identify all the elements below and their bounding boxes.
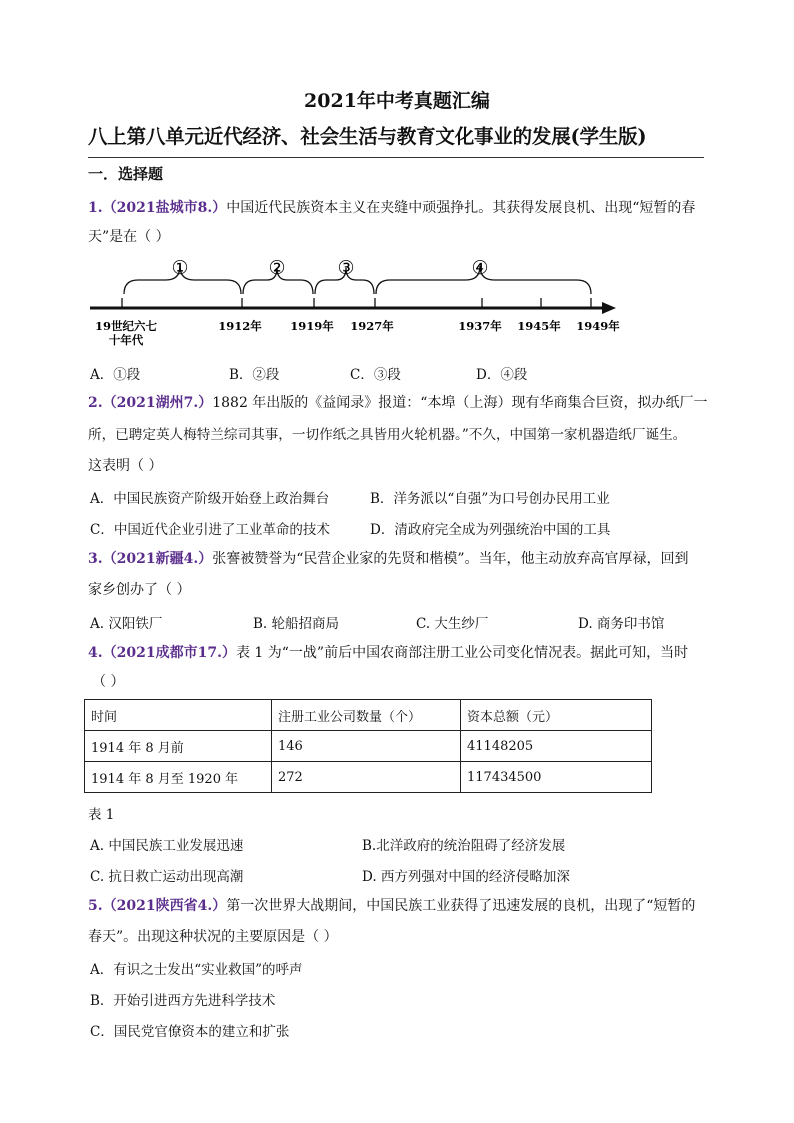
table-row <box>85 762 652 793</box>
tick-label-1860s-line1: 19世纪六七 <box>94 319 158 333</box>
table-header-cell: 时间 <box>85 700 272 731</box>
table-row <box>85 731 652 762</box>
question-2-line-3: 这表明（ ） <box>88 458 163 474</box>
q5-option-a: A．有识之士发出“实业救国”的呼声 <box>90 962 303 978</box>
question-4-number: 4. <box>88 645 103 661</box>
q3-option-d: D. 商务印书馆 <box>578 616 665 632</box>
q4-option-a: A. 中国民族工业发展迅速 <box>90 838 244 854</box>
question-5-number: 5. <box>88 898 103 914</box>
q2-option-c: C．中国近代企业引进了工业革命的技术 <box>90 522 330 538</box>
document-title: 2021年中考真题汇编 <box>304 90 490 112</box>
question-1-text: 中国近代民族资本主义在夹缝中顽强挣扎。其获得发展良机、出现“短暂的春 <box>226 200 696 216</box>
question-3-number: 3. <box>88 551 103 567</box>
question-5-text: 第一次世界大战期间，中国民族工业获得了迅速发展的良机，出现了“短暂的 <box>226 898 696 914</box>
q4-option-d: D. 西方列强对中国的经济侵略加深 <box>362 869 570 885</box>
tick-label-1912: 1912年 <box>218 319 262 333</box>
question-1-number: 1. <box>88 200 103 216</box>
q2-option-a: A．中国民族资产阶级开始登上政治舞台 <box>90 491 330 507</box>
table-header-cell: 资本总额（元） <box>461 700 652 731</box>
tick-label-1927: 1927年 <box>350 319 394 333</box>
question-4-source: （2021成都市17.） <box>102 645 236 661</box>
period-label-4: ④ <box>471 257 489 279</box>
q3-option-b: B. 轮船招商局 <box>253 616 340 632</box>
question-1-line-2: 天”是在（ ） <box>88 229 170 245</box>
q3-option-c: C. 大生纱厂 <box>416 616 489 632</box>
timeline-arrow-icon <box>602 302 616 314</box>
period-label-1: ① <box>171 257 189 279</box>
tick-label-1860s-line2: 十年代 <box>108 333 144 347</box>
q2-option-d: D．清政府完全成为列强统治中国的工具 <box>370 522 611 538</box>
title-underline <box>88 157 704 158</box>
section-heading: 一．选择题 <box>88 165 164 183</box>
q3-option-a: A. 汉阳铁厂 <box>90 616 163 632</box>
table-header-row <box>85 700 652 731</box>
question-2-source: （2021湖州7.） <box>102 395 213 411</box>
question-2-line-1 <box>88 393 707 413</box>
data-table <box>84 699 652 793</box>
q4-option-c: C. 抗日救亡运动出现高潮 <box>90 869 244 885</box>
tick-label-1945: 1945年 <box>517 319 561 333</box>
timeline-diagram <box>86 250 626 350</box>
question-2-line-2: 所，已聘定英人梅特兰综司其事，一切作纸之具皆用火轮机器。”不久，中国第一家机器造纸厂诞生。 <box>88 427 687 443</box>
question-2-text: 1882 年出版的《益闻录》报道：“本埠（上海）现有华商集合巨资，拟办纸厂一 <box>212 395 708 411</box>
question-4-text: 表 1 为“一战”前后中国农商部注册工业公司变化情况表。据此可知，当时 <box>235 645 689 661</box>
question-1-line-1 <box>88 198 695 218</box>
table-cell: 1914 年 8 月至 1920 年 <box>85 762 272 793</box>
question-3-source: （2021新疆4.） <box>102 551 213 567</box>
table-header-cell: 注册工业公司数量（个） <box>272 700 461 731</box>
question-5-line-2: 春天”。出现这种状况的主要原因是（ ） <box>88 929 338 945</box>
q2-option-b: B．洋务派以“自强”为口号创办民用工业 <box>370 491 610 507</box>
period-label-2: ② <box>268 257 286 279</box>
question-5-line-1 <box>88 896 695 916</box>
period-label-3: ③ <box>337 257 355 279</box>
table-cell: 146 <box>272 731 461 762</box>
tick-label-1949: 1949年 <box>576 319 620 333</box>
question-3-line-1 <box>88 549 689 569</box>
question-5-source: （2021陕西省4.） <box>102 898 227 914</box>
question-4-line-2: （ ） <box>92 674 125 690</box>
question-3-line-2: 家乡创办了（ ） <box>88 582 191 598</box>
table-cell: 272 <box>272 762 461 793</box>
q1-option-c: C．③段 <box>350 367 401 383</box>
q1-option-d: D．④段 <box>476 367 528 383</box>
tick-label-1937: 1937年 <box>458 319 502 333</box>
table-caption: 表 1 <box>88 807 115 823</box>
question-1-source: （2021盐城市8.） <box>102 200 227 216</box>
q4-option-b: B.北洋政府的统治阻碍了经济发展 <box>362 838 566 854</box>
table-cell: 1914 年 8 月前 <box>85 731 272 762</box>
document-subtitle: 八上第八单元近代经济、社会生活与教育文化事业的发展(学生版) <box>88 125 647 148</box>
table-cell: 117434500 <box>461 762 652 793</box>
question-4-line-1 <box>88 643 688 663</box>
table-cell: 41148205 <box>461 731 652 762</box>
question-3-text: 张謇被赞誉为“民营企业家的先贤和楷模”。当年，他主动放弃高官厚禄，回到 <box>212 551 689 567</box>
q1-option-a: A．①段 <box>90 367 141 383</box>
q5-option-b: B．开始引进西方先进科学技术 <box>90 993 276 1009</box>
q5-option-c: C．国民党官僚资本的建立和扩张 <box>90 1024 290 1040</box>
q1-option-b: B．②段 <box>229 367 280 383</box>
question-2-number: 2. <box>88 395 103 411</box>
tick-label-1919: 1919年 <box>290 319 334 333</box>
